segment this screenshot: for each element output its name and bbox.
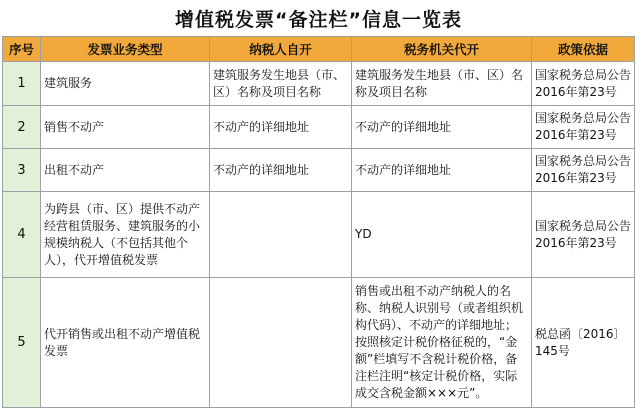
- row-no: 2: [3, 106, 41, 149]
- row-type: 代开销售或出租不动产增值税发票: [41, 278, 210, 408]
- header-self: 纳税人自开: [210, 37, 352, 62]
- row-agency: YD: [352, 192, 532, 278]
- row-self: 不动产的详细地址: [210, 149, 352, 192]
- table-row: [3, 278, 635, 408]
- row-no: 4: [3, 192, 41, 278]
- row-agency: 不动产的详细地址: [352, 149, 532, 192]
- row-type: 建筑服务: [41, 62, 210, 106]
- table-row: [3, 149, 635, 192]
- row-policy: 国家税务总局公告2016年第23号: [532, 106, 635, 149]
- row-policy: 国家税务总局公告2016年第23号: [532, 149, 635, 192]
- table-title: 增值税发票“备注栏”信息一览表: [175, 8, 462, 31]
- table-row: [3, 62, 635, 106]
- row-agency: 不动产的详细地址: [352, 106, 532, 149]
- row-self: 建筑服务发生地县（市、区）名称及项目名称: [210, 62, 352, 106]
- row-agency: 销售或出租不动产纳税人的名称、纳税人识别号（或者组织机构代码）、不动产的详细地址；按照核定计税价格征税的，“金额”栏填写不含税计税价格，备注栏注明“核定计税价格，实际成交含税金额×××元”。: [352, 278, 532, 408]
- row-type: 销售不动产: [41, 106, 210, 149]
- row-self: [210, 278, 352, 408]
- header-row: [3, 37, 635, 62]
- row-type: 出租不动产: [41, 149, 210, 192]
- row-self: [210, 192, 352, 278]
- header-policy: 政策依据: [532, 37, 635, 62]
- table-row: [3, 106, 635, 149]
- row-no: 1: [3, 62, 41, 106]
- table-row: [3, 192, 635, 278]
- row-policy: 国家税务总局公告2016年第23号: [532, 62, 635, 106]
- header-type: 发票业务类型: [41, 37, 210, 62]
- header-no: 序号: [3, 37, 41, 62]
- remarks-table: [2, 36, 635, 408]
- row-policy: 国家税务总局公告2016年第23号: [532, 192, 635, 278]
- header-agency: 税务机关代开: [352, 37, 532, 62]
- row-policy: 税总函〔2016〕145号: [532, 278, 635, 408]
- row-self: 不动产的详细地址: [210, 106, 352, 149]
- row-type: 为跨县（市、区）提供不动产经营租赁服务、建筑服务的小规模纳税人（不包括其他个人），代开增值税发票: [41, 192, 210, 278]
- row-no: 5: [3, 278, 41, 408]
- row-agency: 建筑服务发生地县（市、区）名称及项目名称: [352, 62, 532, 106]
- row-no: 3: [3, 149, 41, 192]
